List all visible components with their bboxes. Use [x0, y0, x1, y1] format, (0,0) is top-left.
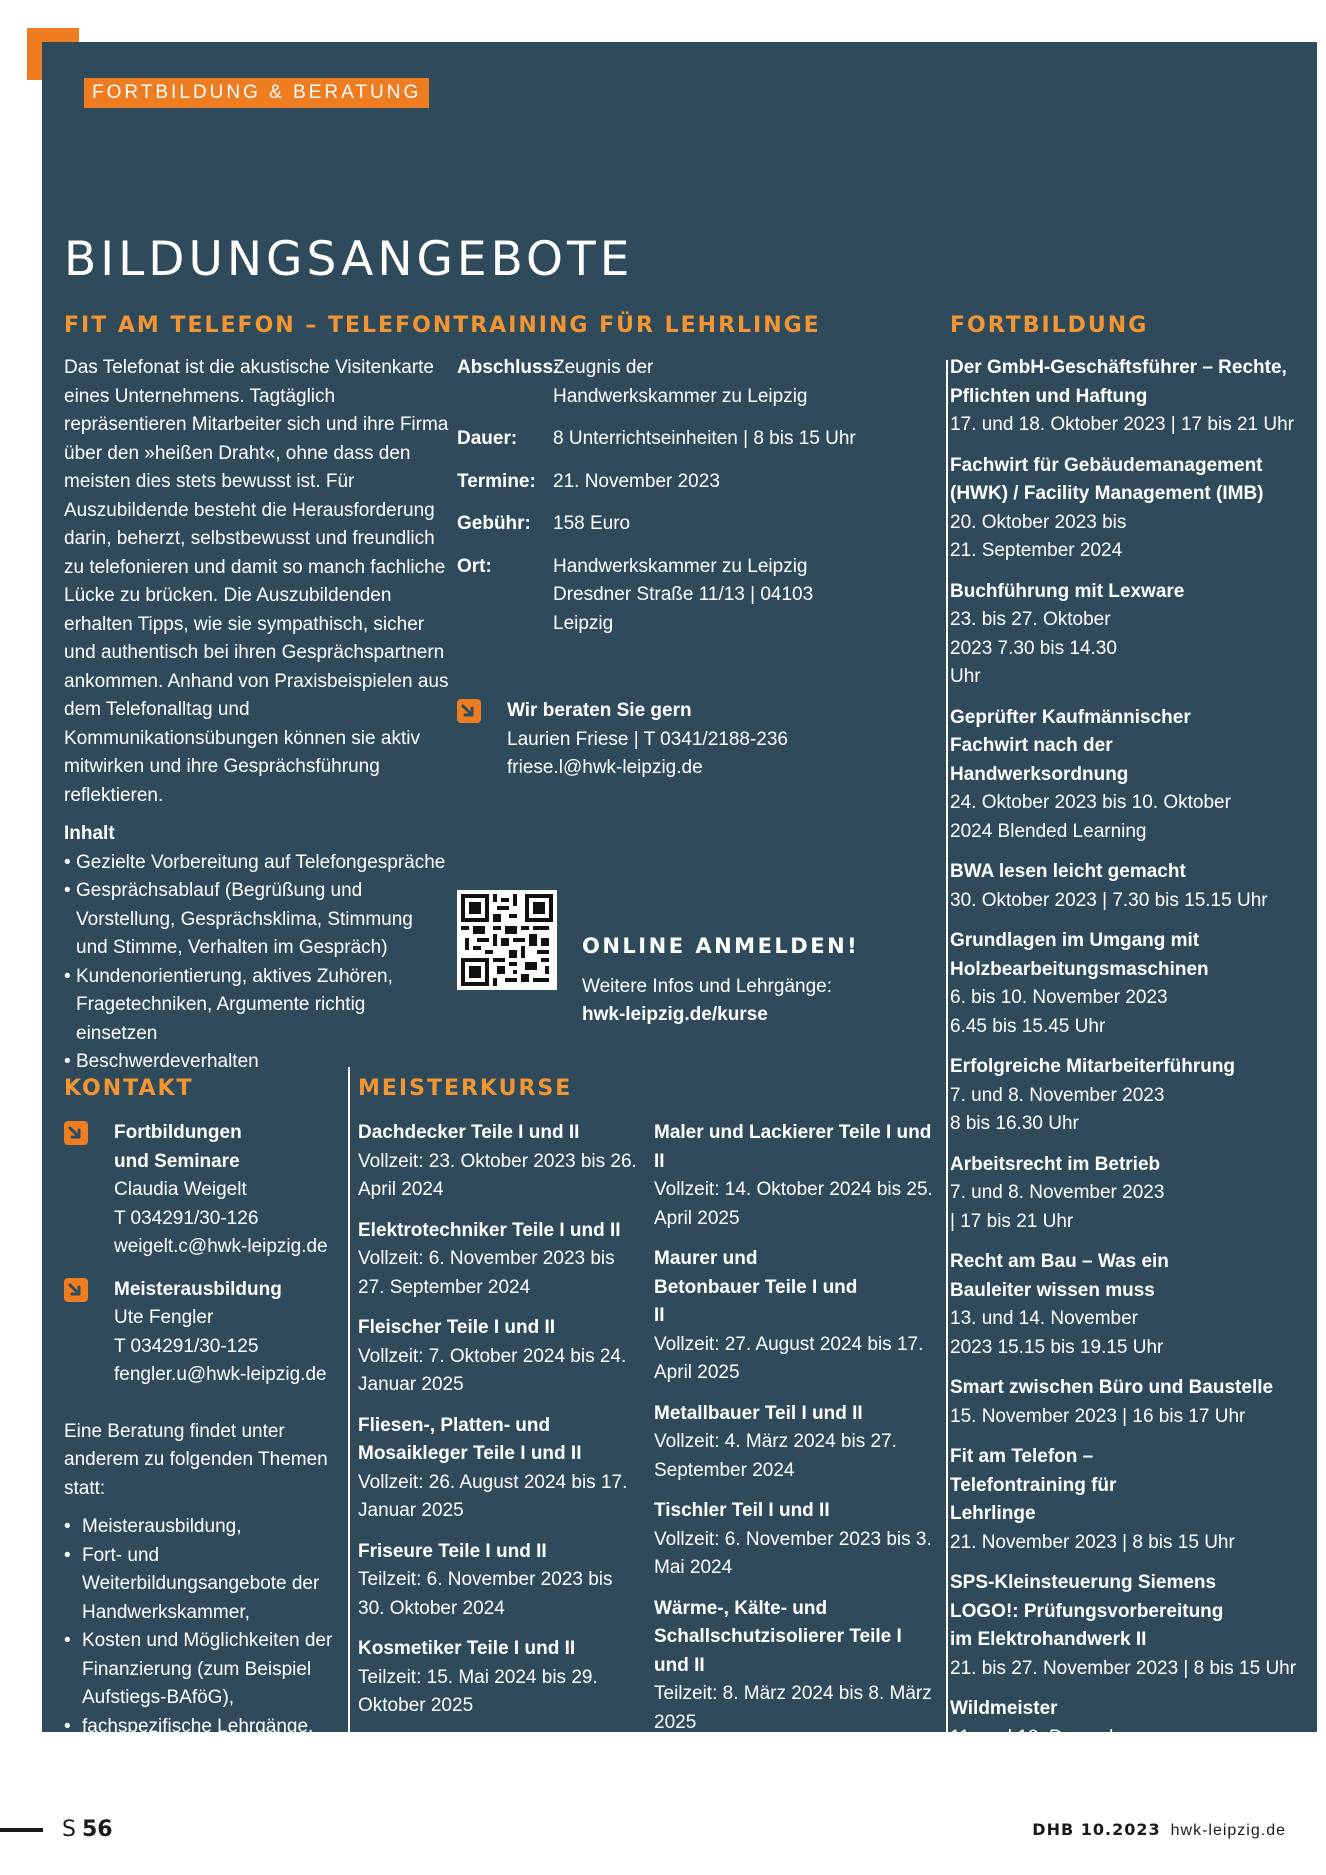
- section-tag: FORTBILDUNG & BERATUNG: [84, 78, 429, 108]
- list-item: • fachspezifische Lehrgänge.: [64, 1713, 334, 1742]
- item-details: 7. und 8. November 2023 8 bis 16.30 Uhr: [950, 1084, 1165, 1134]
- course-heading: FIT AM TELEFON – TELEFONTRAINING FÜR LEHRLINGE: [64, 313, 821, 338]
- item-title: Wildmeister: [950, 1698, 1058, 1719]
- magazine-issue: DHB 10.2023: [1032, 1820, 1161, 1839]
- page-prefix: S: [62, 1817, 76, 1842]
- contact-title: Meisterausbildung: [114, 1278, 282, 1300]
- item-title: Fleischer Teile I und II: [358, 1317, 556, 1338]
- item-title: Fliesen-, Platten- und Mosaikleger Teile I und II: [358, 1414, 582, 1464]
- beratung-title: Wir beraten Sie gern: [507, 700, 692, 721]
- item-details: 11. und 12. Dezember 2023 8 bis 15.15 Uhr: [950, 1726, 1137, 1776]
- item-title: Metallbauer Teil I und II: [654, 1402, 863, 1424]
- list-item: [950, 354, 1320, 440]
- item-details: 13. und 14. November 2023 15.15 bis 19.15 Uhr: [950, 1308, 1164, 1358]
- item-details: 30. Oktober 2023 | 7.30 bis 15.15 Uhr: [950, 889, 1268, 911]
- list-item: [654, 1749, 939, 1835]
- item-title: Erfolgreiche Mitarbeiterführung: [950, 1056, 1236, 1077]
- online-link[interactable]: hwk-leipzig.de/kurse: [582, 1004, 768, 1025]
- column-divider: [348, 1067, 350, 1780]
- list-item: [950, 1374, 1320, 1431]
- list-item: • Kosten und Möglichkeiten der Finanzierung (zum Beispiel Aufstiegs-BAföG),: [64, 1627, 334, 1713]
- inhalt-list: [64, 849, 449, 1077]
- fact-row: [457, 468, 887, 497]
- fact-value: 8 Unterrichtseinheiten | 8 bis 15 Uhr: [553, 428, 856, 449]
- contact-title: Fortbildungen und Seminare: [114, 1122, 242, 1172]
- list-item: [950, 452, 1320, 566]
- list-item: [358, 1538, 643, 1624]
- item-details: Vollzeit: 14. Oktober 2024 bis 25. April 2025: [654, 1179, 933, 1229]
- item-details: Vollzeit: 11. März 2024 bis 20. Dezember 2024: [654, 1780, 907, 1830]
- item-title: Fachwirt für Gebäudemanagement (HWK) / Facility Management (IMB): [950, 454, 1264, 504]
- beratung-phone: Laurien Friese | T 0341/2188-236: [507, 728, 788, 750]
- fortbildung-heading: FORTBILDUNG: [950, 313, 1149, 338]
- footer-info: [1032, 1819, 1286, 1842]
- list-item: [654, 1595, 939, 1738]
- item-title: Dachdecker Teile I und II: [358, 1122, 580, 1143]
- item-title: SPS-Kleinsteuerung Siemens LOGO!: Prüfungsvorbereitung im Elektrohandwerk II: [950, 1572, 1224, 1650]
- fact-row: [457, 354, 887, 411]
- item-details: 21. November 2023 | 8 bis 15 Uhr: [950, 1531, 1235, 1553]
- list-item: • Beschwerdeverhalten: [64, 1048, 449, 1077]
- item-details: Vollzeit: 6. November 2023 bis 3. Mai 2024: [654, 1528, 932, 1578]
- fact-value: 158 Euro: [553, 513, 631, 534]
- contact-name: Claudia Weigelt: [114, 1179, 247, 1200]
- arrow-icon: [457, 699, 481, 723]
- item-title: Fit am Telefon – Telefontraining für Lehrlinge: [950, 1446, 1117, 1524]
- item-title: Elektrotechniker Teile I und II: [358, 1219, 621, 1241]
- kontakt-note: Eine Beratung findet unter anderem zu folgenden Themen statt:: [64, 1420, 328, 1499]
- topic-list: [64, 1513, 334, 1741]
- beratung-contact: [457, 697, 877, 783]
- item-title: Der GmbH-Geschäftsführer – Rechte, Pflichten und Haftung: [950, 357, 1287, 407]
- list-item: [950, 1443, 1320, 1557]
- online-text: Weitere Infos und Lehrgänge:: [582, 975, 832, 997]
- list-item: [950, 1053, 1320, 1139]
- list-item: • Gesprächsablauf (Begrüßung und Vorstellung, Gesprächsklima, Stimmung und Stimme, Verhalten im Gespräch): [64, 877, 449, 963]
- fact-label: Ort:: [457, 555, 492, 577]
- item-title: Buchführung mit Lexware: [950, 580, 1185, 602]
- item-details: Teilzeit: 15. Mai 2024 bis 29. Oktober 2025: [358, 1666, 598, 1716]
- item-details: Vollzeit: 23. Oktober 2023 bis 26. April 2024: [358, 1150, 637, 1200]
- contact-person: [64, 1119, 334, 1262]
- list-item: [358, 1119, 643, 1205]
- course-description: [64, 354, 449, 1077]
- item-title: Friseure Teile I und II: [358, 1540, 547, 1562]
- fortbildung-list: [950, 354, 1320, 1793]
- item-details: 23. bis 27. Oktober 2023 7.30 bis 14.30 Uhr: [950, 609, 1117, 687]
- contact-phone: T 034291/30-126: [114, 1207, 259, 1229]
- course-facts: [457, 354, 887, 652]
- list-item: [950, 1569, 1320, 1683]
- contact-name: Ute Fengler: [114, 1307, 214, 1328]
- list-item: • Gezielte Vorbereitung auf Telefongespräche: [64, 849, 449, 878]
- meisterkurse-heading: MEISTERKURSE: [358, 1076, 573, 1101]
- list-item: • Kundenorientierung, aktives Zuhören, Fragetechniken, Argumente richtig einsetzen: [64, 963, 449, 1049]
- footer-site[interactable]: hwk-leipzig.de: [1170, 1822, 1286, 1839]
- item-details: Teilzeit: 6. November 2023 bis 30. Oktober 2024: [358, 1569, 613, 1619]
- item-details: Vollzeit: 27. August 2024 bis 17. April 2025: [654, 1333, 924, 1383]
- fact-row: [457, 510, 887, 539]
- list-item: • Meisterausbildung,: [64, 1513, 334, 1542]
- item-details: 6. bis 10. November 2023 6.45 bis 15.45 Uhr: [950, 987, 1168, 1037]
- list-item: [950, 1695, 1320, 1781]
- item-title: Maurer und Betonbauer Teile I und II: [654, 1248, 858, 1326]
- arrow-icon: [64, 1121, 88, 1145]
- footer-rule: [0, 1828, 43, 1832]
- fact-label: Abschluss:: [457, 357, 560, 378]
- item-details: 21. bis 27. November 2023 | 8 bis 15 Uhr: [950, 1657, 1297, 1679]
- beratung-email[interactable]: friese.l@hwk-leipzig.de: [507, 757, 703, 778]
- item-details: 20. Oktober 2023 bis 21. September 2024: [950, 511, 1127, 561]
- item-details: Vollzeit: 4. März 2024 bis 27. September 2024: [654, 1431, 897, 1481]
- item-title: Grundlagen im Umgang mit Holzbearbeitungsmaschinen: [950, 930, 1209, 980]
- list-item: [654, 1400, 939, 1486]
- inhalt-label: Inhalt: [64, 823, 115, 844]
- meisterkurse-col-2: [654, 1119, 939, 1847]
- item-title: Tischler Teil I und II: [654, 1500, 830, 1521]
- list-item: [950, 858, 1320, 915]
- item-title: Wärme-, Kälte- und Schallschutzisolierer Teile I und II: [654, 1597, 902, 1676]
- list-item: [950, 704, 1320, 847]
- fact-row: [457, 553, 887, 639]
- fact-row: [457, 425, 887, 454]
- fact-label: Dauer:: [457, 428, 518, 449]
- column-divider: [946, 360, 948, 1780]
- meisterkurse-col-1: [358, 1119, 643, 1733]
- online-register: [582, 932, 859, 1030]
- fact-value: 21. November 2023: [553, 470, 720, 492]
- fact-value: Zeugnis der Handwerkskammer zu Leipzig: [553, 357, 808, 407]
- item-title: Zimmerer Teile I und II: [654, 1752, 855, 1773]
- contact-email[interactable]: weigelt.c@hwk-leipzig.de: [114, 1236, 328, 1257]
- contact-phone: T 034291/30-125: [114, 1335, 259, 1357]
- course-intro-text: Das Telefonat ist die akustische Visitenkarte eines Unternehmens. Tagtäglich repräsentieren Mitarbeiter sich und ihre Firma über den »heißen Draht«, ohne dass den meisten dies stets bewusst ist. Für Auszubildende besteht die Herausforderung darin, beherzt, selbstbewusst und freundlich zu telefonieren und damit so manch fachliche Lücke zu brücken. Die Auszubildenden erhalten Tipps, wie sie sympathisch, sicher und authentisch bei ihren Gesprächspartnern ankommen. Anhand von Praxisbeispielen aus dem Telefonalltag und Kommunikationsübungen können sie aktiv mitwirken und ihre Gesprächsführung reflektieren.: [64, 357, 449, 806]
- contact-person: [64, 1276, 334, 1390]
- list-item: [654, 1119, 939, 1233]
- item-details: 7. und 8. November 2023 | 17 bis 21 Uhr: [950, 1182, 1165, 1232]
- item-title: Smart zwischen Büro und Baustelle: [950, 1377, 1274, 1398]
- fact-value: Handwerkskammer zu Leipzig Dresdner Straße 11/13 | 04103 Leipzig: [553, 555, 814, 634]
- list-item: [358, 1635, 643, 1721]
- list-item: [950, 1151, 1320, 1237]
- fact-label: Termine:: [457, 470, 536, 492]
- list-item: [358, 1314, 643, 1400]
- list-item: [950, 578, 1320, 692]
- page-number-value: 56: [81, 1817, 113, 1842]
- list-item: [654, 1497, 939, 1583]
- fact-label: Gebühr:: [457, 513, 531, 534]
- item-title: Kosmetiker Teile I und II: [358, 1638, 576, 1659]
- page-number: [62, 1815, 113, 1844]
- arrow-icon: [64, 1278, 88, 1302]
- item-details: Teilzeit: 8. März 2024 bis 8. März 2025: [654, 1683, 932, 1733]
- kontakt-heading: KONTAKT: [64, 1076, 194, 1101]
- item-details: 15. November 2023 | 16 bis 17 Uhr: [950, 1405, 1246, 1427]
- online-title: ONLINE ANMELDEN!: [582, 934, 860, 958]
- item-details: Vollzeit: 26. August 2024 bis 17. Januar 2025: [358, 1471, 628, 1521]
- item-title: Recht am Bau – Was ein Bauleiter wissen muss: [950, 1251, 1169, 1301]
- contact-email[interactable]: fengler.u@hwk-leipzig.de: [114, 1364, 327, 1385]
- item-details: 24. Oktober 2023 bis 10. Oktober 2024 Blended Learning: [950, 792, 1231, 842]
- item-title: Geprüfter Kaufmännischer Fachwirt nach der Handwerksordnung: [950, 706, 1191, 785]
- page-title: BILDUNGSANGEBOTE: [64, 232, 634, 287]
- item-title: BWA lesen leicht gemacht: [950, 861, 1186, 882]
- list-item: [358, 1412, 643, 1526]
- list-item: [950, 1248, 1320, 1362]
- item-details: Vollzeit: 6. November 2023 bis 27. September 2024: [358, 1248, 615, 1298]
- kontakt-section: [64, 1119, 334, 1810]
- list-item: • Fort- und Weiterbildungsangebote der Handwerkskammer,: [64, 1542, 334, 1628]
- item-title: Arbeitsrecht im Betrieb: [950, 1153, 1161, 1175]
- item-details: Vollzeit: 7. Oktober 2024 bis 24. Januar 2025: [358, 1345, 627, 1395]
- qr-code[interactable]: [457, 890, 557, 990]
- list-item: [358, 1217, 643, 1303]
- list-item: [950, 927, 1320, 1041]
- item-details: 17. und 18. Oktober 2023 | 17 bis 21 Uhr: [950, 414, 1294, 435]
- item-title: Maler und Lackierer Teile I und II: [654, 1122, 932, 1172]
- list-item: [654, 1245, 939, 1388]
- kontakt-final: Bitte vereinbaren Sie einen individuellen Termin.: [64, 1756, 308, 1806]
